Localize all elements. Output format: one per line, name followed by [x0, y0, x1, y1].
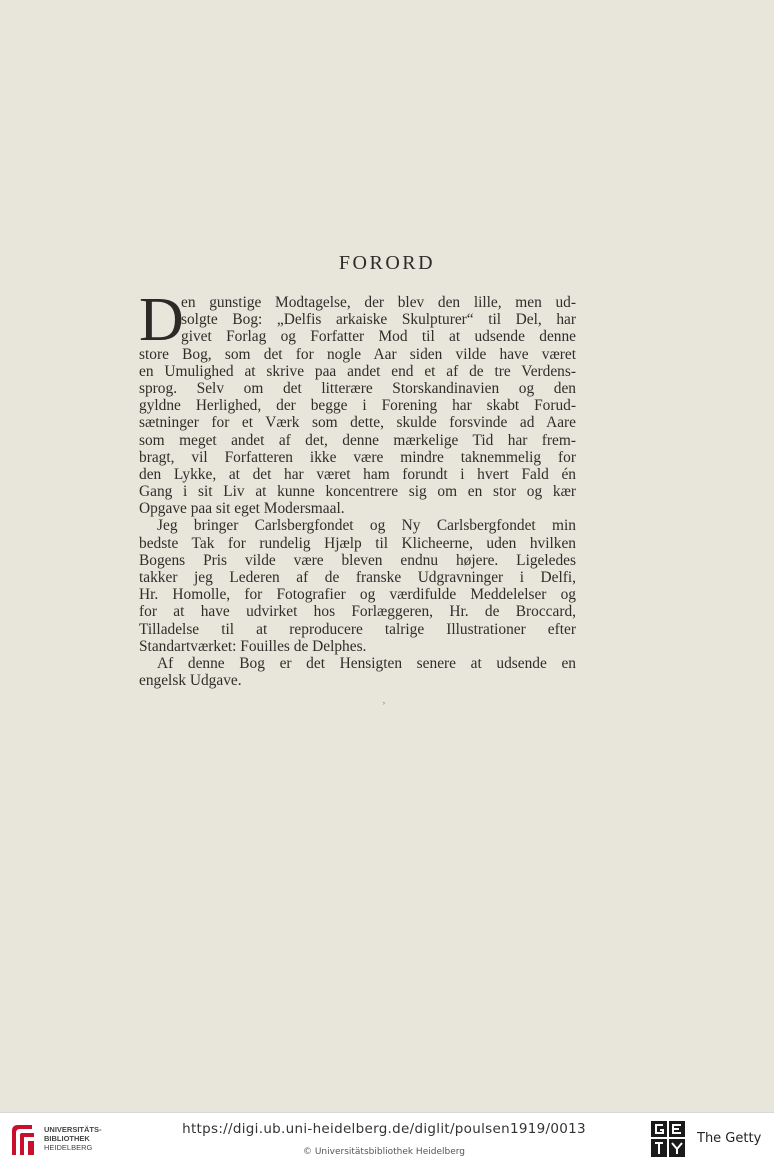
text-line: bedste Tak for rundelig Hjælp til Klicheerne, uden hvilken	[139, 534, 576, 552]
stray-mark: ʼ	[382, 700, 386, 712]
copyright-notice: © Universitätsbibliothek Heidelberg	[302, 1147, 465, 1157]
library-name-line: BIBLIOTHEK	[44, 1134, 90, 1143]
text-line: engelsk Udgave.	[139, 672, 242, 690]
text-line: en gunstige Modtagelse, der blev den lille, men ud-	[181, 294, 576, 311]
text-line: store Bog, som det for nogle Aar siden vilde have været	[139, 345, 576, 363]
library-name-line: HEIDELBERG	[44, 1143, 93, 1152]
text-line: Gang i sit Liv at kunne koncentrere sig om en stor og kær	[139, 483, 576, 501]
text-line: som meget andet af det, denne mærkelige Tid har frem-	[139, 431, 576, 449]
permalink-url[interactable]: https://digi.ub.uni-heidelberg.de/diglit/poulsen1919/0013	[182, 1121, 586, 1137]
text-line: en Umulighed at skrive paa andet end et af de tre Verdens-	[139, 362, 576, 380]
text-line: takker jeg Lederen af de franske Udgravninger i Delfi,	[139, 569, 576, 586]
text-line: Hr. Homolle, for Fotografier og værdifulde Meddelelser og	[139, 586, 576, 604]
text-line: Jeg bringer Carlsbergfondet og Ny Carlsbergfondet min	[157, 517, 576, 535]
text-line: Bogens Pris vilde være bleven endnu højere. Ligeledes	[139, 551, 576, 569]
text-line: givet Forlag og Forfatter Mod til at udsende denne	[181, 328, 576, 346]
text-line: gyldne Herlighed, der begge i Forening har skabt Forud-	[139, 397, 576, 415]
footer-bar	[0, 1112, 774, 1167]
text-line: Tilladelse til at reproducere talrige Illustrationer efter	[139, 620, 576, 638]
text-line: bragt, vil Forfatteren ikke være mindre taknemmelig for	[139, 448, 576, 466]
text-line: Standartværket: Fouilles de Delphes.	[139, 637, 367, 655]
text-line: for at have udvirket hos Forlæggeren, Hr. de Broccard,	[139, 603, 576, 621]
text-line: Af denne Bog er det Hensigten senere at udsende en	[157, 654, 576, 672]
text-line: sætninger for et Værk som dette, skulde forsvinde ad Aare	[139, 414, 576, 432]
text-line: den Lykke, at det har været ham forundt i hvert Fald én	[139, 465, 576, 483]
body-text	[139, 286, 576, 690]
drop-cap: D	[139, 286, 184, 354]
page-title: FORORD	[338, 252, 436, 274]
library-name-line: UNIVERSITÄTS-	[44, 1125, 102, 1134]
text-line: solgte Bog: „Delfis arkaiske Skulpturer“ til Del, har	[181, 311, 576, 329]
getty-partner-name: The Getty	[697, 1131, 762, 1146]
text-line: Opgave paa sit eget Modersmaal.	[139, 500, 345, 518]
getty-logo-icon[interactable]	[651, 1121, 686, 1161]
text-line: sprog. Selv om det litterære Storskandinavien og den	[139, 379, 576, 397]
